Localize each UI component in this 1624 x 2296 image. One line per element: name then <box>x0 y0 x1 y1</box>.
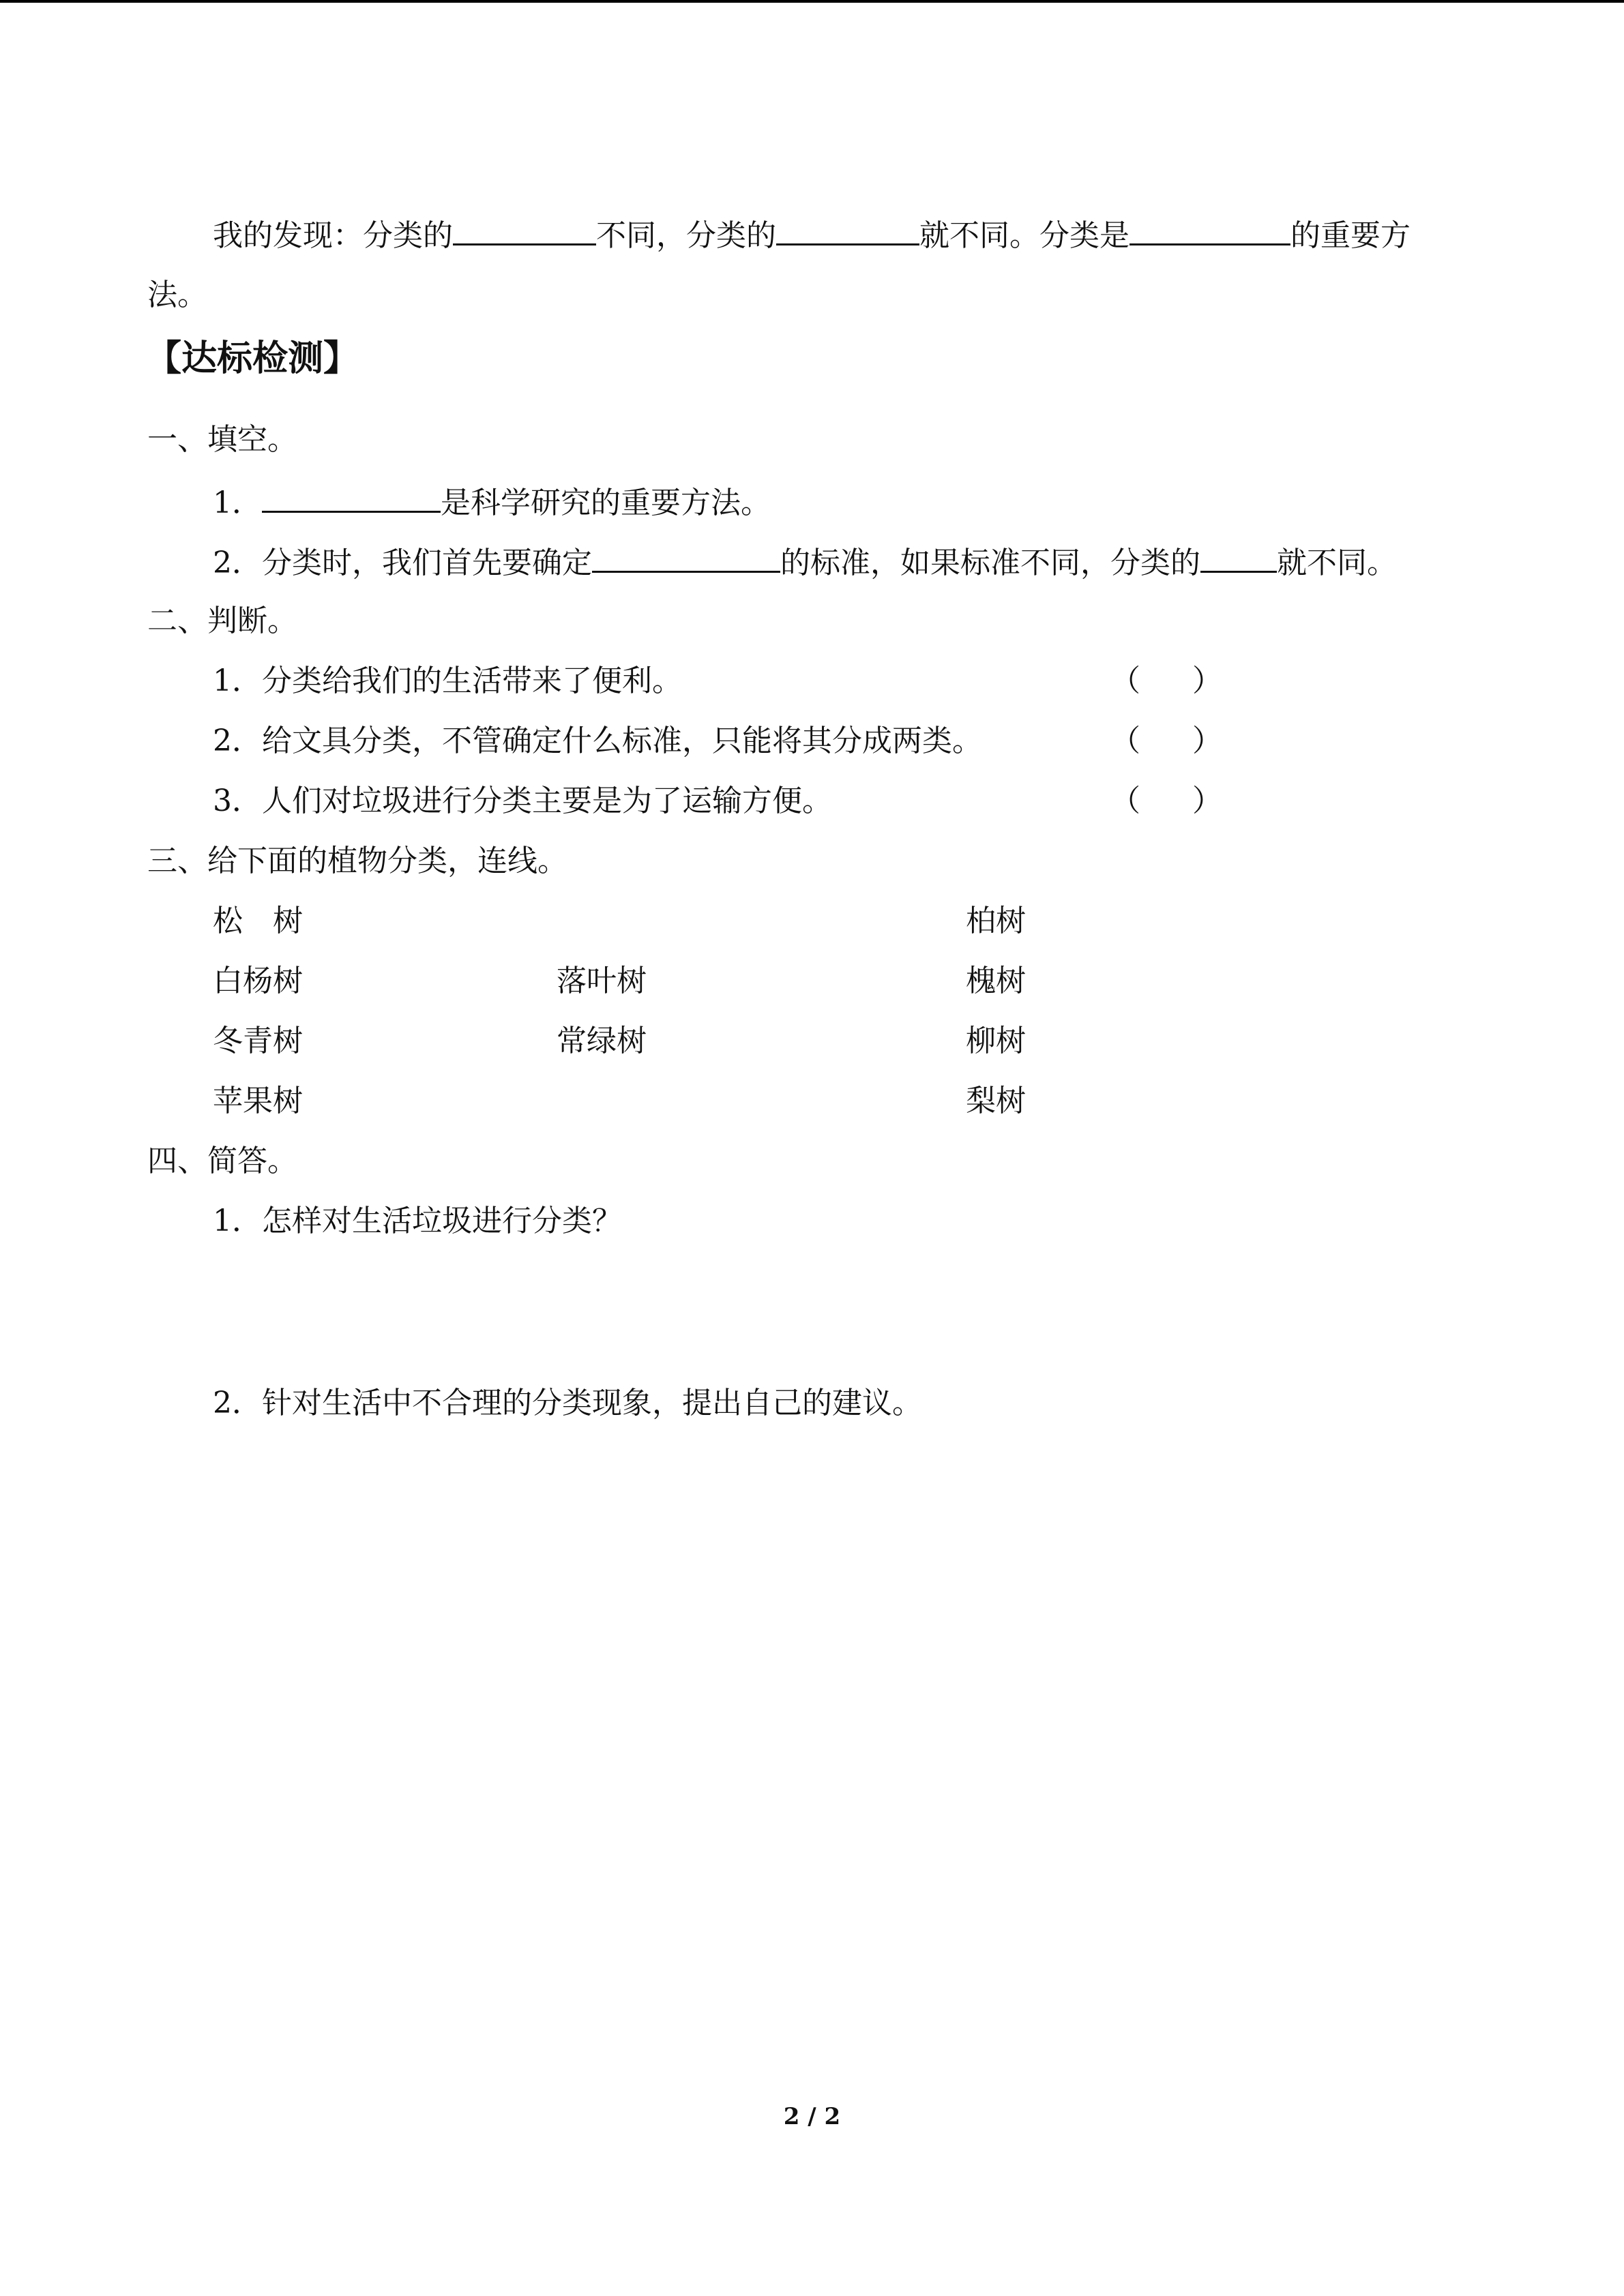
match-category-item[interactable]: 落叶树 <box>557 964 647 998</box>
short-title: 四、简答。 <box>147 1144 297 1178</box>
match-title: 三、给下面的植物分类，连线。 <box>147 844 567 878</box>
discovery-text-1: 我的发现：分类的 <box>213 218 453 253</box>
judge-title: 二、判断。 <box>147 603 297 638</box>
fill-q2-text-a: 2．分类时，我们首先要确定 <box>213 546 592 580</box>
paren-open: （ <box>1110 724 1140 758</box>
match-right-item[interactable]: 槐树 <box>966 964 1026 998</box>
short-q2: 2．针对生活中不合理的分类现象，提出自己的建议。 <box>213 1386 922 1420</box>
judge-item-3: 3．人们对垃圾进行分类主要是为了运输方便。 <box>213 784 832 818</box>
section-title: 【达标检测】 <box>146 338 359 379</box>
fill-q2-text-b: 的标准，如果标准不同，分类的 <box>780 546 1200 580</box>
short-q1: 1．怎样对生活垃圾进行分类？ <box>213 1204 622 1238</box>
fill-q1 <box>213 481 771 524</box>
match-right-item[interactable]: 柳树 <box>966 1024 1026 1058</box>
blank-field[interactable] <box>453 213 596 245</box>
discovery-text-2: 不同，分类的 <box>596 218 776 253</box>
blank-field[interactable] <box>592 541 780 573</box>
discovery-text-4: 的重要方 <box>1290 218 1411 253</box>
judge-item-2: 2．给文具分类，不管确定什么标准，只能将其分成两类。 <box>213 724 982 758</box>
discovery-line <box>213 213 1411 256</box>
paren-open: （ <box>1110 784 1140 818</box>
paren-close: ） <box>1192 784 1222 818</box>
blank-field[interactable] <box>776 213 919 245</box>
match-right-item[interactable]: 梨树 <box>966 1084 1026 1118</box>
match-left-item[interactable]: 苹果树 <box>213 1084 303 1118</box>
judge-item-1: 1．分类给我们的生活带来了便利。 <box>213 664 682 698</box>
page-number: 2 / 2 <box>783 2103 841 2130</box>
match-right-item[interactable]: 柏树 <box>966 904 1026 938</box>
page-top-border <box>0 0 1624 3</box>
fill-title: 一、填空。 <box>147 422 297 457</box>
answer-parentheses[interactable] <box>1110 781 1222 822</box>
fill-q1-number: 1． <box>213 486 262 520</box>
match-category-item[interactable]: 常绿树 <box>557 1024 647 1058</box>
answer-parentheses[interactable] <box>1110 721 1222 762</box>
blank-field[interactable] <box>262 481 441 513</box>
paren-open: （ <box>1110 664 1140 698</box>
paren-close: ） <box>1192 724 1222 758</box>
match-left-item[interactable]: 白杨树 <box>213 964 303 998</box>
blank-field[interactable] <box>1130 213 1290 245</box>
paren-close: ） <box>1192 664 1222 698</box>
discovery-continuation: 法。 <box>147 278 207 312</box>
fill-q2-text-c: 就不同。 <box>1277 546 1397 580</box>
answer-parentheses[interactable] <box>1110 661 1222 702</box>
match-left-item[interactable]: 松 树 <box>213 904 303 938</box>
match-left-item[interactable]: 冬青树 <box>213 1024 303 1058</box>
discovery-text-3: 就不同。分类是 <box>919 218 1130 253</box>
blank-field[interactable] <box>1200 541 1277 573</box>
fill-q1-text: 是科学研究的重要方法。 <box>441 486 771 520</box>
fill-q2 <box>213 541 1397 584</box>
